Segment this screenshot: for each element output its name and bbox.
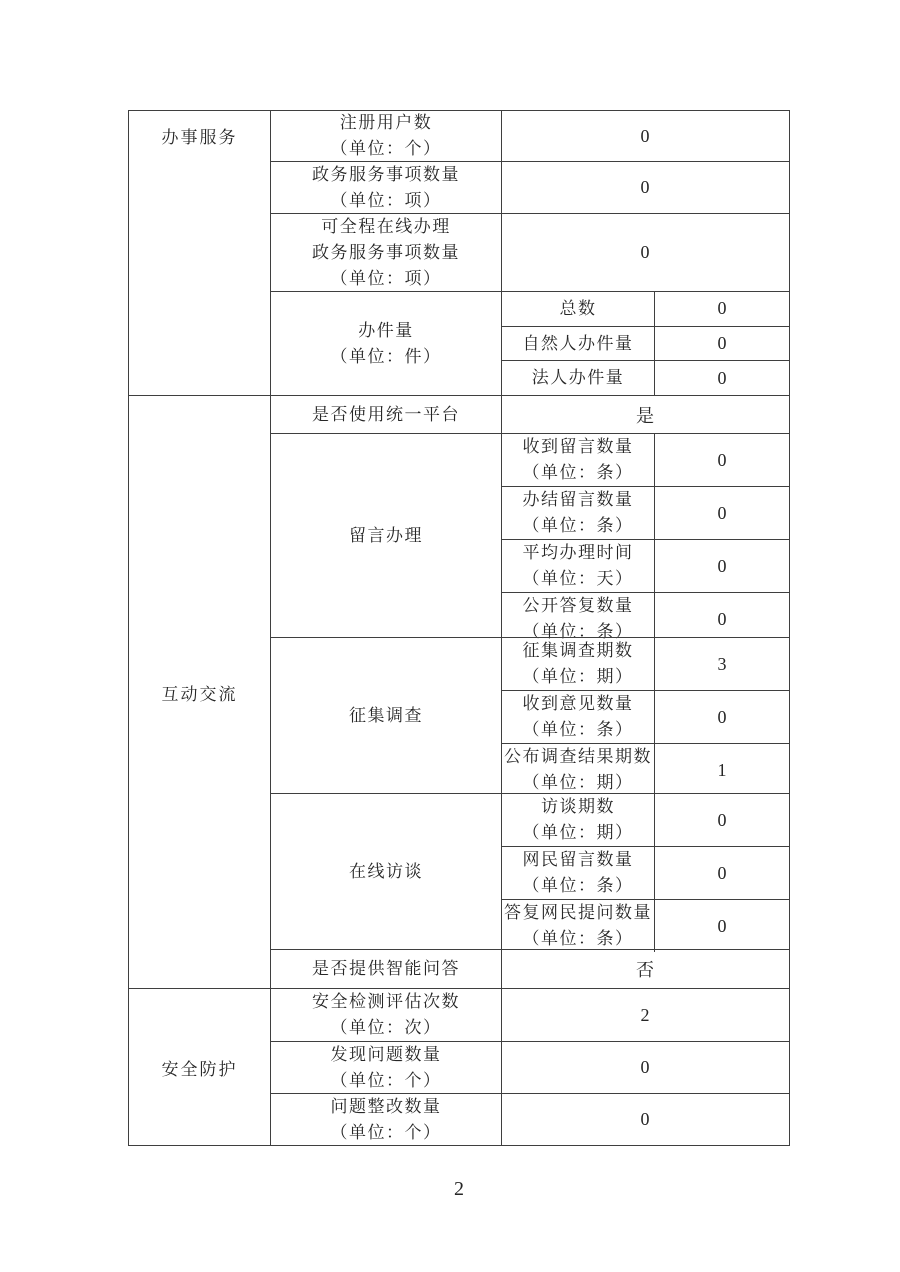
subrow-label-line: 征集调查期数 — [522, 641, 634, 660]
subrow-value: 0 — [717, 608, 727, 629]
table-subrow — [502, 292, 789, 326]
row-label — [271, 162, 502, 213]
subrow-label-line: 法人办件量 — [531, 368, 625, 388]
subrow-label — [502, 361, 655, 395]
section-rows — [271, 396, 789, 988]
row-label — [271, 1094, 502, 1145]
subrow-value: 0 — [717, 449, 727, 470]
subrow-label — [502, 900, 655, 952]
table-row — [271, 949, 789, 988]
subrow-value: 3 — [717, 653, 727, 674]
subrow-label-line: （单位：天） — [522, 569, 634, 588]
subrow-label — [502, 691, 655, 743]
table-row — [271, 291, 789, 395]
subrow-group — [502, 292, 789, 395]
subrow-label — [502, 292, 655, 326]
subrow-value: 0 — [717, 502, 727, 523]
row-label-line: 可全程在线办理 — [321, 216, 451, 236]
table-row — [271, 396, 789, 433]
section-security — [129, 988, 789, 1145]
subrow-label — [502, 327, 655, 361]
section-rows — [271, 111, 789, 395]
subrow-label — [502, 744, 655, 796]
category-label: 互动交流 — [161, 684, 238, 704]
subrow-label-line: （单位：期） — [522, 773, 634, 792]
row-value: 是 — [636, 405, 655, 426]
row-value: 2 — [640, 1004, 651, 1025]
subrow-label-line: 自然人办件量 — [522, 333, 634, 353]
row-label — [271, 794, 502, 949]
table-row — [271, 637, 789, 793]
subrow-value: 0 — [717, 706, 727, 727]
table-subrow — [502, 743, 789, 796]
table-subrow — [502, 794, 789, 846]
row-label-line: 留言办理 — [349, 525, 423, 545]
row-label-line: （单位：件） — [330, 346, 442, 366]
row-value: 0 — [640, 1057, 651, 1077]
table-subrow — [502, 326, 789, 361]
row-label — [271, 950, 502, 988]
subrow-group — [502, 434, 789, 641]
row-label-line: 办件量 — [358, 320, 414, 340]
table-subrow — [502, 899, 789, 952]
row-label-line: 发现问题数量 — [330, 1044, 442, 1064]
row-label-line: （单位：个） — [330, 139, 442, 158]
table-subrow — [502, 638, 789, 690]
category-label: 办事服务 — [161, 128, 238, 147]
row-label — [271, 1042, 502, 1093]
row-label-line: （单位：项） — [330, 190, 442, 210]
table-subrow — [502, 360, 789, 395]
table-subrow — [502, 434, 789, 486]
subrow-label-line: （单位：期） — [522, 823, 634, 842]
subrow-group — [502, 638, 789, 793]
row-label-line: （单位：次） — [330, 1018, 442, 1037]
table-subrow — [502, 690, 789, 743]
table-subrow — [502, 539, 789, 592]
subrow-label-line: 收到意见数量 — [522, 694, 634, 713]
subrow-value: 0 — [717, 809, 727, 830]
row-label-line: 注册用户数 — [339, 113, 433, 132]
subrow-value: 0 — [717, 915, 727, 936]
row-value: 0 — [640, 242, 651, 262]
subrow-label — [502, 540, 655, 592]
row-label — [271, 638, 502, 793]
subrow-label — [502, 487, 655, 539]
row-label — [271, 989, 502, 1041]
table-row — [271, 1093, 789, 1145]
page-number: 2 — [454, 1178, 464, 1200]
row-label — [271, 111, 502, 161]
table-row — [271, 111, 789, 161]
category-cell-service — [129, 111, 271, 395]
subrow-label-line: （单位：条） — [522, 929, 634, 948]
subrow-label-line: 答复网民提问数量 — [504, 903, 652, 922]
section-rows — [271, 989, 789, 1145]
subrow-label-line: （单位：条） — [522, 622, 634, 641]
table-row — [271, 433, 789, 641]
subrow-label-line: 平均办理时间 — [522, 543, 634, 562]
row-value: 0 — [640, 125, 651, 146]
row-label-line: 是否提供智能问答 — [312, 959, 460, 978]
section-service — [129, 111, 789, 395]
subrow-value: 0 — [717, 862, 727, 883]
row-value: 否 — [636, 960, 655, 980]
subrow-label-line: 办结留言数量 — [522, 490, 634, 509]
subrow-label-line: 总数 — [559, 298, 597, 318]
section-interaction — [129, 395, 789, 988]
row-label-line: 政务服务事项数量 — [312, 164, 460, 184]
row-label — [271, 434, 502, 637]
subrow-value: 0 — [717, 367, 727, 388]
subrow-label — [502, 794, 655, 846]
table-row — [271, 1041, 789, 1093]
table-row — [271, 161, 789, 213]
subrow-label — [502, 847, 655, 899]
subrow-label-line: 收到留言数量 — [522, 437, 634, 456]
table-row — [271, 989, 789, 1041]
subrow-label-line: （单位：条） — [522, 720, 634, 739]
row-value: 0 — [640, 177, 651, 197]
subrow-label — [502, 638, 655, 690]
row-label — [271, 396, 502, 433]
row-label-line: 问题整改数量 — [330, 1096, 442, 1116]
subrow-group — [502, 794, 789, 949]
row-label-line: （单位：项） — [330, 268, 442, 288]
row-label-line: （单位：个） — [330, 1122, 442, 1142]
subrow-label-line: 公开答复数量 — [522, 596, 634, 615]
subrow-label-line: （单位：条） — [522, 876, 634, 895]
subrow-value: 0 — [717, 555, 727, 576]
row-label-line: （单位：个） — [330, 1070, 442, 1090]
row-label-line: 政务服务事项数量 — [312, 242, 460, 262]
category-label: 安全防护 — [161, 1059, 238, 1079]
row-label-line: 征集调查 — [349, 705, 423, 725]
category-cell-security — [129, 989, 271, 1145]
statistics-table — [128, 110, 790, 1146]
table-row — [271, 213, 789, 291]
row-label — [271, 292, 502, 395]
subrow-value: 0 — [717, 333, 727, 353]
subrow-label — [502, 434, 655, 486]
subrow-label-line: 公布调查结果期数 — [504, 747, 652, 766]
subrow-value: 1 — [717, 759, 727, 780]
row-label-line: 安全检测评估次数 — [312, 992, 460, 1011]
row-label — [271, 214, 502, 291]
subrow-label-line: （单位：条） — [522, 463, 634, 482]
subrow-label-line: 访谈期数 — [541, 797, 615, 816]
subrow-value: 0 — [717, 298, 727, 319]
table-row — [271, 793, 789, 949]
row-value: 0 — [640, 1109, 651, 1129]
category-cell-interaction — [129, 396, 271, 988]
table-subrow — [502, 846, 789, 899]
row-label-line: 在线访谈 — [349, 861, 423, 881]
subrow-label-line: （单位：条） — [522, 516, 634, 535]
subrow-label-line: （单位：期） — [522, 667, 634, 686]
row-label-line: 是否使用统一平台 — [312, 404, 460, 424]
subrow-label-line: 网民留言数量 — [522, 850, 634, 869]
table-subrow — [502, 486, 789, 539]
